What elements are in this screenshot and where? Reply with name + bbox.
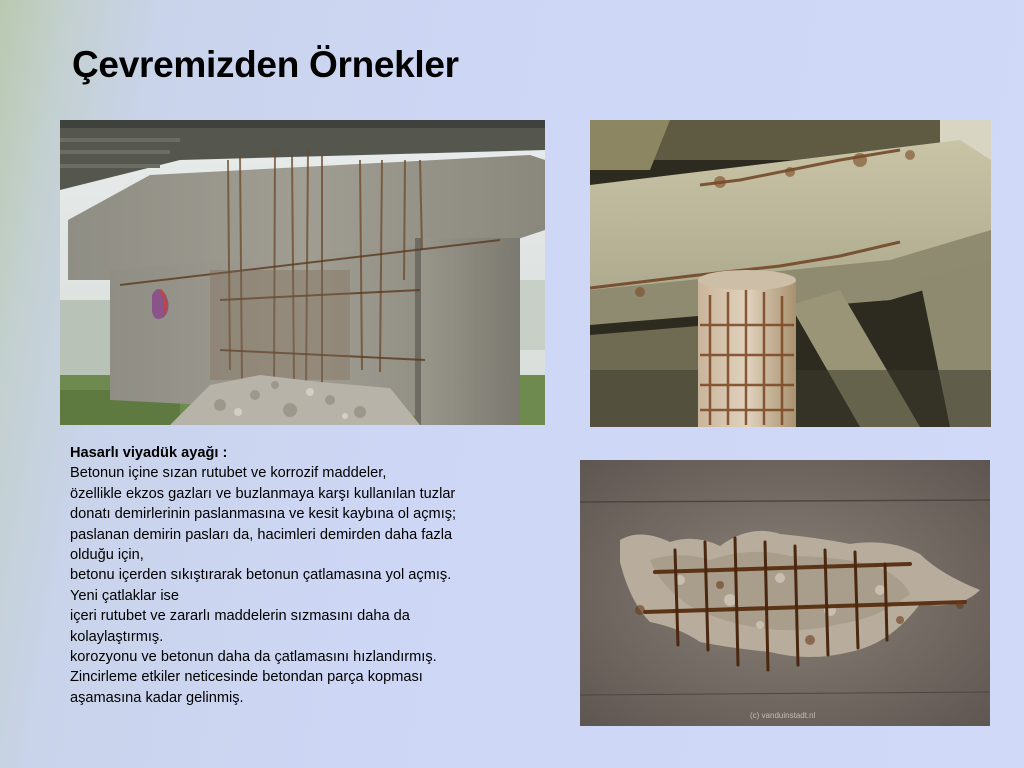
caption-line: aşamasına kadar gelinmiş. — [70, 689, 244, 706]
caption-line: içeri rutubet ve zararlı maddelerin sızmasını daha da — [70, 608, 410, 625]
caption-line: korozyonu ve betonun daha da çatlamasını hızlandırmış. — [70, 649, 437, 666]
caption-line: donatı demirlerinin paslanmasına ve kesit kaybına ol açmış; — [70, 506, 457, 523]
spalled-wall-photo — [580, 460, 990, 726]
damage-caption — [70, 443, 540, 708]
caption-line: betonu içerden sıkıştırarak betonun çatlamasına yol açmış. — [70, 567, 452, 584]
caption-heading: Hasarlı viyadük ayağı : — [70, 445, 228, 461]
caption-line: olduğu için, — [70, 547, 144, 564]
caption-line: Zincirleme etkiler neticesinde betondan parça kopması — [70, 669, 423, 686]
viaduct-pier-photo — [60, 120, 545, 425]
caption-line: kolaylaştırmış. — [70, 628, 164, 645]
slide-title: Çevremizden Örnekler — [72, 44, 459, 85]
caption-line: Yeni çatlaklar ise — [70, 587, 179, 604]
corroded-column-photo — [590, 120, 991, 427]
caption-line: paslanan demirin pasları da, hacimleri demirden daha fazla — [70, 526, 453, 543]
caption-line: Betonun içine sızan rutubet ve korrozif maddeler, — [70, 465, 387, 482]
photo-watermark: (c) vanduinstadt.nl — [750, 711, 816, 720]
caption-line: özellikle ekzos gazları ve buzlanmaya karşı kullanılan tuzlar — [70, 485, 456, 502]
